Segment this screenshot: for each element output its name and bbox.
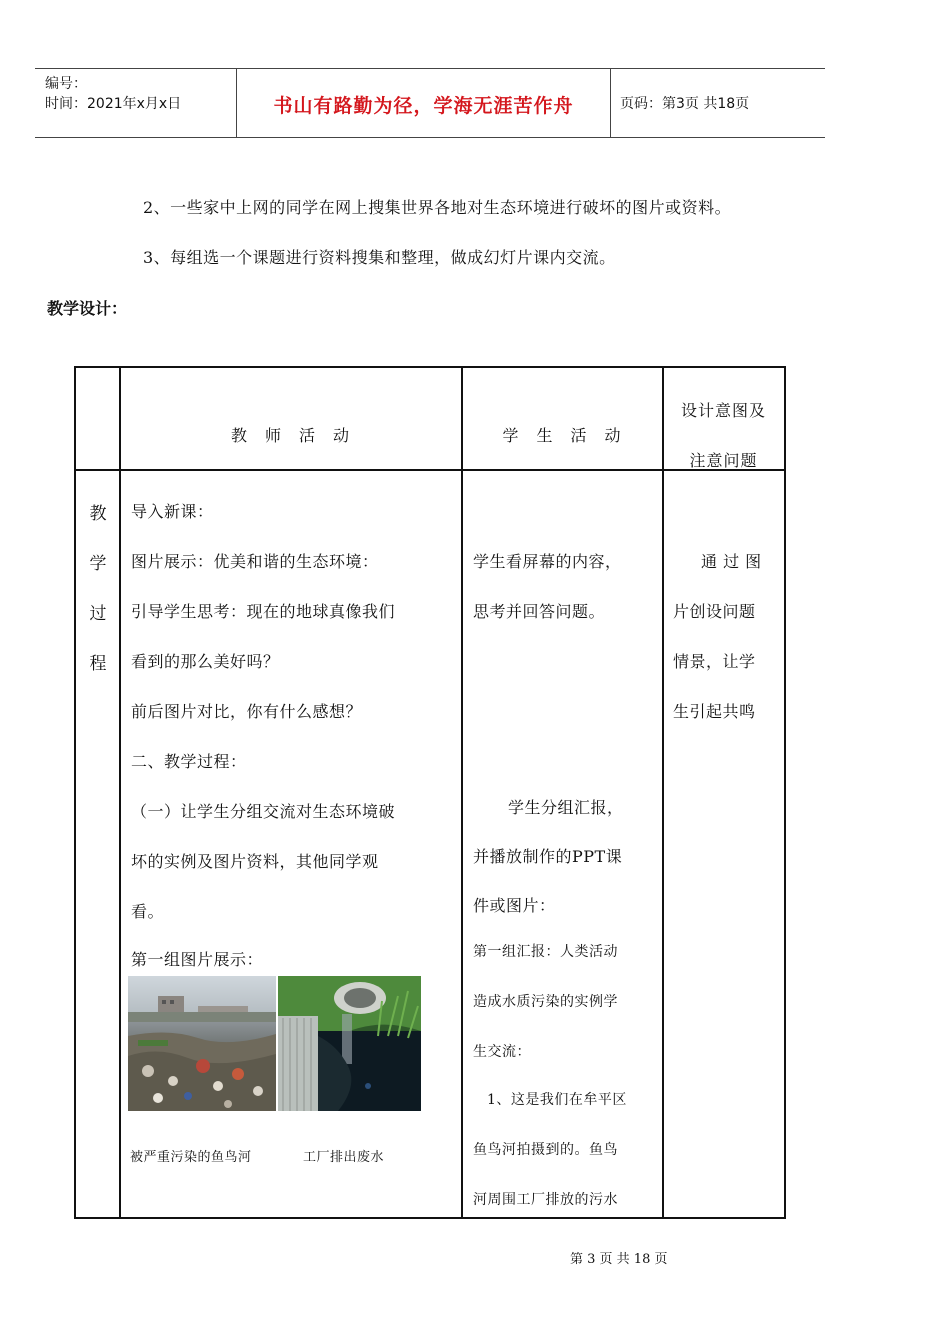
page-code: 页码：第3页 共18页 xyxy=(620,96,750,112)
student-line: 学生看屏幕的内容， xyxy=(473,552,622,571)
teacher-line: 看。 xyxy=(131,902,165,921)
design-line: 通 过 图 xyxy=(701,552,762,571)
polluted-river-photo xyxy=(128,976,276,1111)
factory-wastewater-photo xyxy=(278,976,421,1111)
header-design-line2: 注意问题 xyxy=(689,451,758,470)
caption-factory: 工厂排出废水 xyxy=(303,1150,385,1165)
row-label-char: 教 xyxy=(89,504,107,524)
student-line: 思考并回答问题。 xyxy=(473,602,606,621)
student-line: 造成水质污染的实例学 xyxy=(473,994,618,1010)
lesson-table xyxy=(74,366,786,1219)
teacher-line: 坏的实例及图片资料，其他同学观 xyxy=(131,852,379,871)
paragraph-2: 2、一些家中上网的同学在网上搜集世界各地对生态环境进行破坏的图片或资料。 xyxy=(143,198,732,217)
table-divider xyxy=(662,368,664,1217)
polluted-river-image xyxy=(128,976,276,1111)
motto-text: 书山有路勤为径，学海无涯苦作舟 xyxy=(273,95,574,117)
teacher-line: 图片展示：优美和谐的生态环境： xyxy=(131,552,379,571)
page-footer: 第 3 页 共 18 页 xyxy=(570,1252,668,1267)
teacher-line: 第一组图片展示： xyxy=(131,950,264,969)
teacher-line: 二、教学过程： xyxy=(131,752,247,771)
student-line: 第一组汇报：人类活动 xyxy=(473,944,618,960)
student-line: 件或图片： xyxy=(473,896,556,915)
row-label-char: 学 xyxy=(89,554,107,574)
teacher-line: 看到的那么美好吗？ xyxy=(131,652,280,671)
design-line: 情景，让学 xyxy=(673,652,756,671)
student-line: 河周围工厂排放的污水 xyxy=(473,1192,618,1208)
header-motto-cell xyxy=(236,69,611,137)
serial-label: 编号： xyxy=(45,76,87,92)
caption-river: 被严重污染的鱼鸟河 xyxy=(130,1150,252,1165)
teacher-line: 前后图片对比，你有什么感想？ xyxy=(131,702,363,721)
student-line: 鱼鸟河拍摄到的。鱼鸟 xyxy=(473,1142,618,1158)
student-line: 1、这是我们在牟平区 xyxy=(487,1092,627,1108)
page-header xyxy=(35,68,825,138)
design-line: 生引起共鸣 xyxy=(673,702,756,721)
teacher-line: 导入新课： xyxy=(131,502,214,521)
student-line: 并播放制作的PPT课 xyxy=(473,847,623,866)
time-label: 时间：2021年x月x日 xyxy=(45,96,182,112)
row-label-char: 程 xyxy=(89,654,107,674)
table-divider xyxy=(461,368,463,1217)
row-label-char: 过 xyxy=(89,604,107,624)
header-page-cell xyxy=(610,69,825,137)
table-divider xyxy=(119,368,121,1217)
section-heading: 教学设计： xyxy=(47,299,128,318)
student-line: 学生分组汇报， xyxy=(508,798,624,817)
header-meta-cell xyxy=(35,69,236,137)
header-teacher: 教 师 活 动 xyxy=(230,426,350,445)
paragraph-3: 3、每组选一个课题进行资料搜集和整理，做成幻灯片课内交流。 xyxy=(143,248,616,267)
teacher-line: 引导学生思考：现在的地球真像我们 xyxy=(131,602,396,621)
design-line: 片创设问题 xyxy=(673,602,756,621)
header-design-line1: 设计意图及 xyxy=(680,401,766,420)
header-student: 学 生 活 动 xyxy=(502,426,622,445)
student-line: 生交流： xyxy=(473,1044,531,1060)
teacher-line: （一）让学生分组交流对生态环境破 xyxy=(131,802,396,821)
factory-wastewater-image xyxy=(278,976,421,1111)
